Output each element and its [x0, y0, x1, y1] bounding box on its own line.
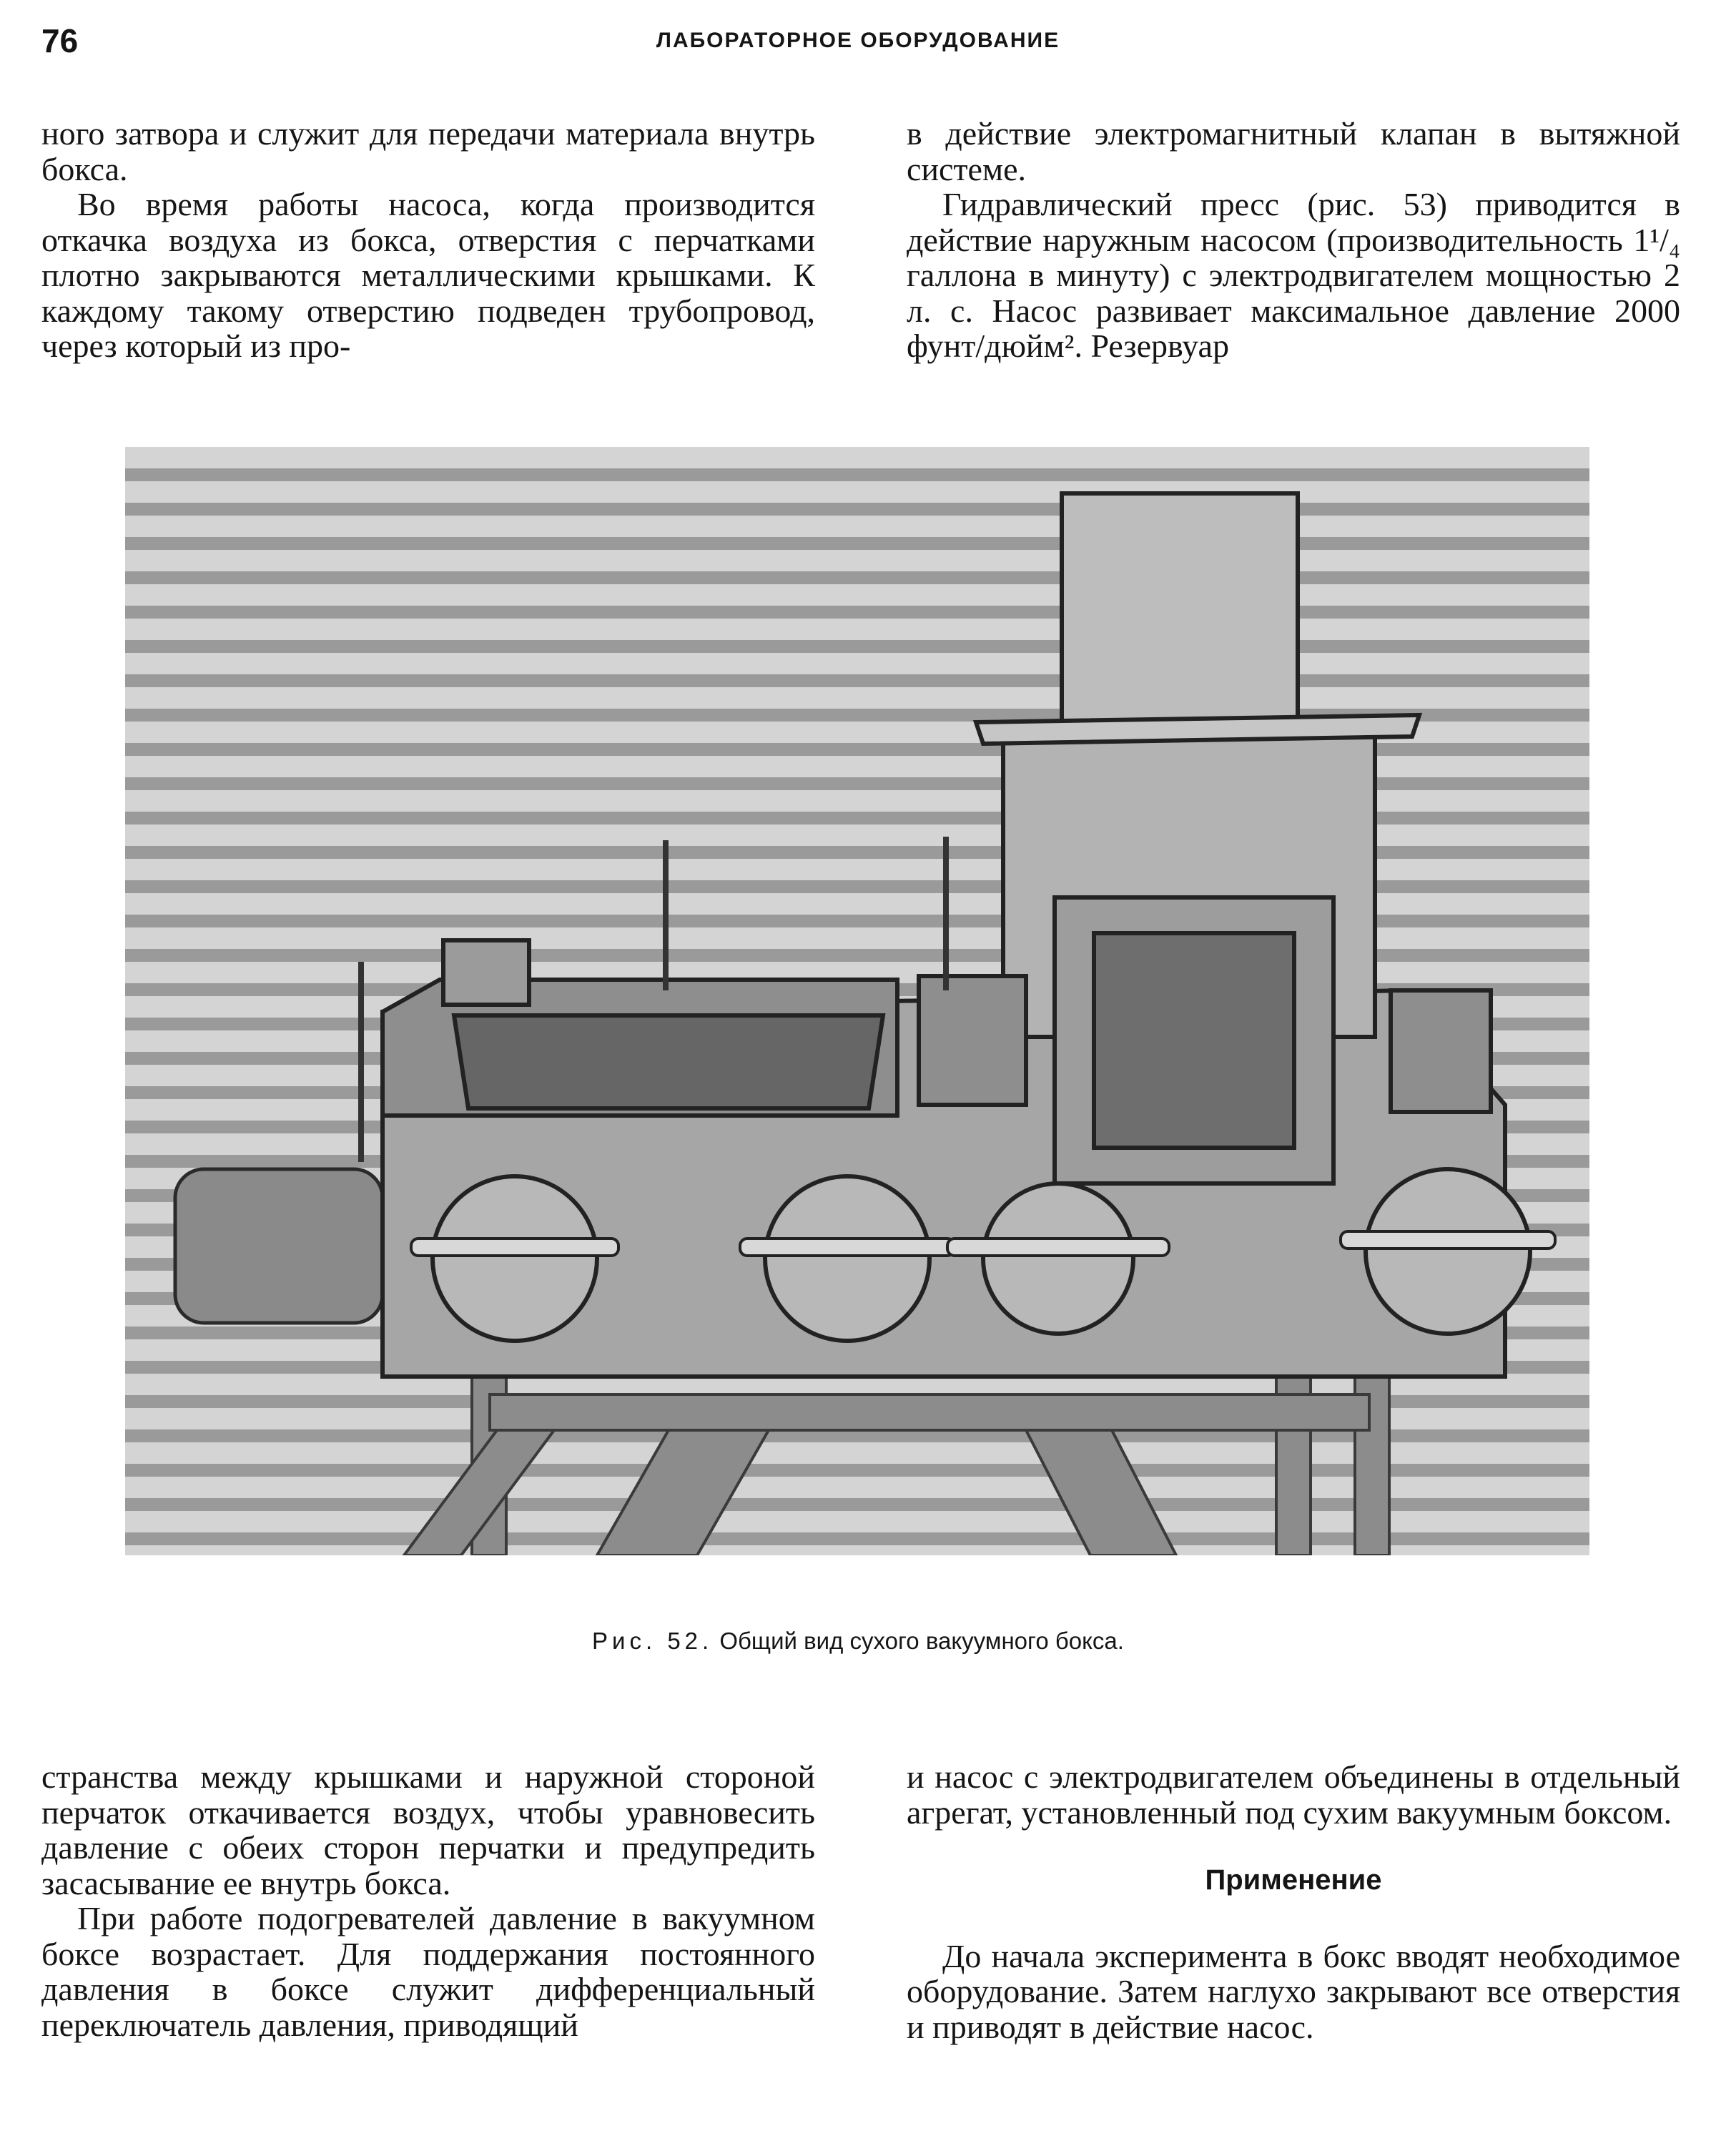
- caption-text: Общий вид сухого вакуумного бокса.: [719, 1628, 1124, 1654]
- paragraph: При работе подогревателей давление в вакуумном боксе возрастает. Для поддержания постоянного давления в боксе служит дифференциальный переключатель давления, приводящий: [41, 1900, 815, 2043]
- paragraph: странства между крышками и наружной стороной перчаток откачивается воздух, чтобы уравновесить давление с обеих сторон перчатки и предупредить засасывание ее внутрь бокса.: [41, 1758, 815, 1901]
- vacuum-box-photo: [125, 447, 1589, 1555]
- paragraph: Гидравлический пресс (рис. 53) приводится в действие наружным насосом (производительность 1¹/₄ галлона в минуту) с электродвигателем мощностью 2 л. с. Насос развивает максимальное давление 2000 фунт/дюйм². Резервуар: [907, 186, 1680, 364]
- paragraph: и насос с электродвигателем объединены в отдельный агрегат, установленный под сухим вакуумным боксом.: [907, 1758, 1680, 1831]
- page-number: 76: [41, 22, 79, 59]
- running-title: ЛАБОРАТОРНОЕ ОБОРУДОВАНИЕ: [656, 29, 1060, 52]
- bottom-right-column: [907, 1759, 1680, 2044]
- paragraph: в действие электромагнитный клапан в вытяжной системе.: [907, 115, 1680, 187]
- bottom-left-column: [41, 1759, 815, 2042]
- figure-caption: [0, 1628, 1716, 1655]
- paragraph: ного затвора и служит для передачи материала внутрь бокса.: [41, 115, 815, 187]
- paragraph: До начала эксперимента в бокс вводят необходимое оборудование. Затем наглухо закрывают все отверстия и приводят в действие насос.: [907, 1937, 1680, 2045]
- figure-dry-vacuum-box: [125, 447, 1589, 1555]
- paragraph: Во время работы насоса, когда производится откачка воздуха из бокса, отверстия с перчатками плотно закрываются металлическими крышками. К каждому такому отверстию подведен трубопровод, через который из про-: [41, 186, 815, 364]
- caption-label: Рис. 52.: [592, 1628, 714, 1654]
- top-left-column: [41, 116, 815, 364]
- section-heading: Применение: [1205, 1864, 1382, 1896]
- top-right-column: [907, 116, 1680, 364]
